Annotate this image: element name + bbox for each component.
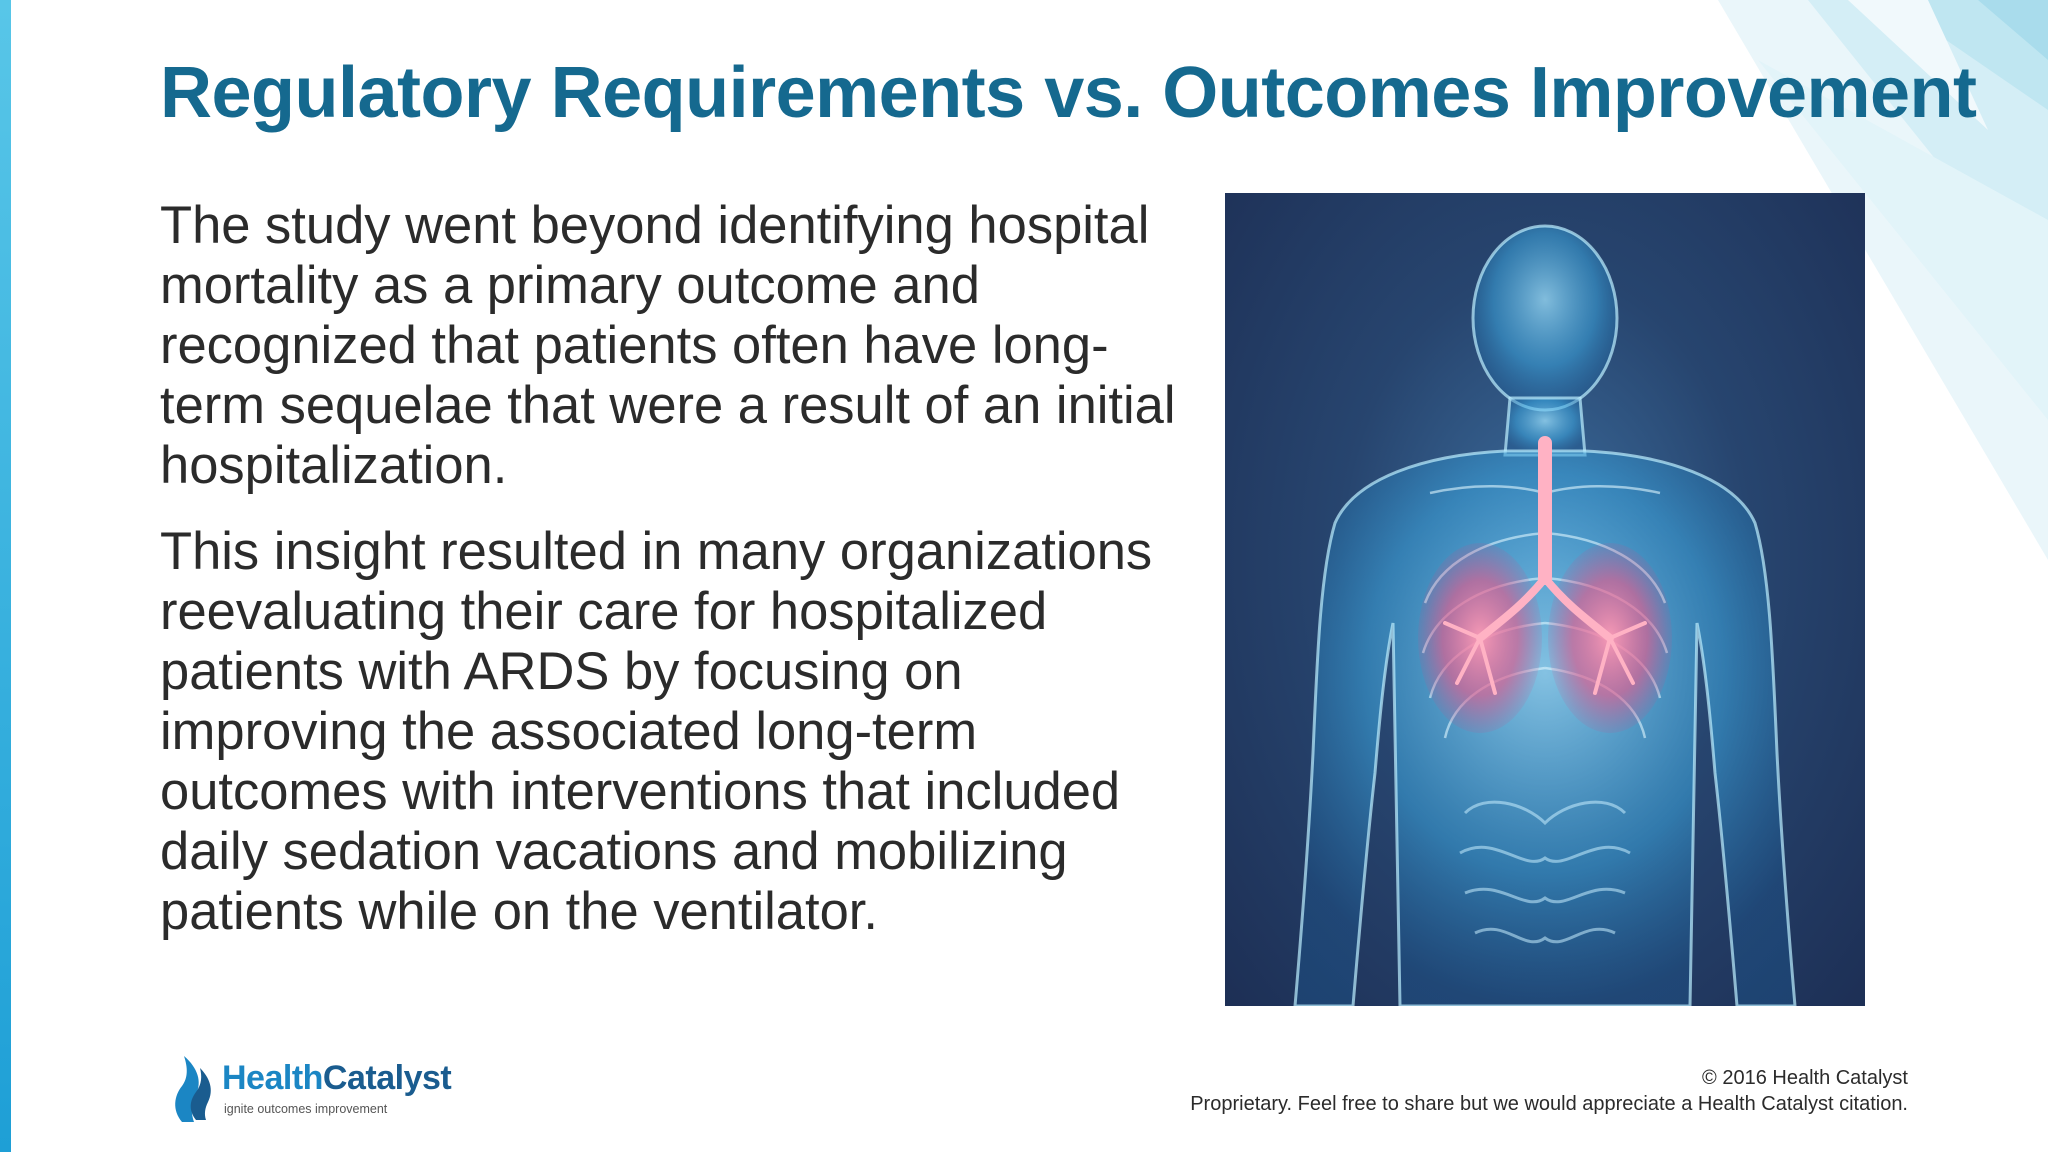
health-catalyst-logo: [168, 1052, 468, 1124]
logo-name-health: Health: [222, 1059, 323, 1097]
slide-title: Regulatory Requirements vs. Outcomes Improvement: [160, 53, 1977, 133]
logo-name-catalyst: Catalyst: [322, 1059, 452, 1097]
left-accent-bar: [0, 0, 11, 1152]
proprietary-notice: Proprietary. Feel free to share but we would appreciate a Health Catalyst citation.: [1190, 1093, 1908, 1115]
footer-legal: [1190, 1065, 1908, 1117]
paragraph-insight: This insight resulted in many organizations reevaluating their care for hospitalized patients with ARDS by focusing on improving the associated long-term outcomes with interventions that included daily sedation vacations and mobilizing patients while on the ventilator.: [160, 522, 1153, 941]
logo-tagline: ignite outcomes improvement: [224, 1102, 388, 1116]
flame-logo-icon: [168, 1054, 216, 1122]
anatomy-image: [1225, 193, 1865, 1006]
logo-wordmark: [222, 1059, 451, 1098]
human-anatomy-lungs-illustration: [1225, 193, 1865, 1006]
body-text: [160, 196, 1200, 968]
paragraph-study: The study went beyond identifying hospital mortality as a primary outcome and recognized that patients often have long-term sequelae that were a result of an initial hospitalization.: [160, 196, 1176, 495]
copyright-text: © 2016 Health Catalyst: [1702, 1067, 1908, 1089]
